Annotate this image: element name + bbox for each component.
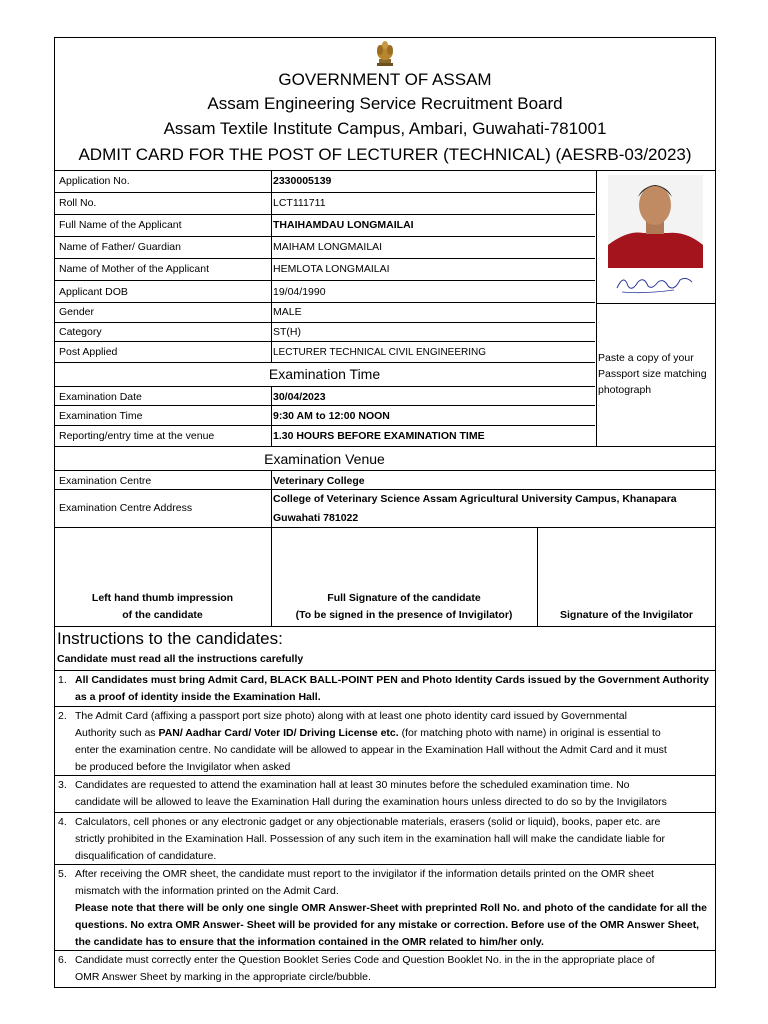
paste-photo-note: Paste a copy of your Passport size matching photograph (598, 352, 707, 396)
instruction-6-number: 6. (58, 954, 67, 966)
exam-venue-heading: Examination Venue (264, 451, 385, 467)
instruction-5 (75, 866, 715, 951)
value-mother-name: HEMLOTA LONGMAILAI (273, 263, 390, 275)
instruction-5-line1: After receiving the OMR sheet, the candidate must report to the invigilator if the information details printed on the OMR sheet (75, 868, 654, 880)
label-dob: Applicant DOB (59, 286, 128, 298)
header-address: Assam Textile Institute Campus, Ambari, Guwahati-781001 (163, 119, 607, 138)
label-reporting-time: Reporting/entry time at the venue (59, 430, 215, 442)
value-exam-date: 30/04/2023 (273, 391, 326, 403)
instruction-2-line2c: (for matching photo with name) in original is essential to (398, 727, 661, 739)
value-exam-centre: Veterinary College (273, 475, 365, 487)
header-board: Assam Engineering Service Recruitment Board (207, 94, 563, 113)
instructions-title: Instructions to the candidates: (57, 629, 283, 648)
label-exam-centre: Examination Centre (59, 475, 152, 487)
label-mother-name: Name of Mother of the Applicant (59, 263, 209, 275)
value-gender: MALE (273, 306, 302, 318)
instruction-1-line2: as a proof of identity inside the Examination Hall. (75, 691, 321, 703)
instruction-2-line2a: Authority such as (75, 727, 159, 739)
instruction-4-line3: disqualification of candidature. (75, 850, 217, 862)
instruction-2 (75, 708, 715, 776)
invigilator-signature-label: Signature of the Invigilator (559, 609, 693, 621)
header-admit-card-title: ADMIT CARD FOR THE POST OF LECTURER (TECHNICAL) (AESRB-03/2023) (78, 145, 692, 164)
instruction-6-line2: OMR Answer Sheet by marking in the appropriate circle/bubble. (75, 971, 371, 983)
value-dob: 19/04/1990 (273, 286, 326, 298)
value-father-name: MAIHAM LONGMAILAI (273, 241, 383, 253)
label-category: Category (59, 326, 102, 338)
exam-time-heading: Examination Time (268, 366, 381, 382)
label-exam-date: Examination Date (59, 391, 142, 403)
value-reporting-time: 1.30 HOURS BEFORE EXAMINATION TIME (273, 430, 485, 442)
header-government: GOVERNMENT OF ASSAM (278, 70, 492, 89)
instruction-3 (75, 777, 715, 811)
instruction-3-line2: candidate will be allowed to leave the Examination Hall during the examination hours unless directed to do so by the Invigilators (75, 796, 667, 808)
applicant-photo (608, 175, 703, 268)
instruction-4-line2: strictly prohibited in the Examination Hall. Possession of any such item in the examination hall will make the candidate liable for (75, 833, 666, 845)
label-father-name: Name of Father/ Guardian (59, 241, 181, 253)
instruction-4-number: 4. (58, 816, 67, 828)
instruction-2-line4: be produced before the Invigilator when asked (75, 761, 291, 773)
label-gender: Gender (59, 306, 95, 318)
instruction-6-line1: Candidate must correctly enter the Question Booklet Series Code and Question Booklet No. in the in the appropriate place of (75, 954, 655, 966)
label-post-applied: Post Applied (59, 346, 118, 358)
label-application-no: Application No. (59, 175, 130, 187)
value-address-line2: Guwahati 781022 (273, 512, 359, 524)
value-category: ST(H) (273, 326, 301, 338)
instruction-4 (75, 814, 715, 865)
thumb-impression-label (54, 590, 271, 624)
value-post-applied: LECTURER TECHNICAL CIVIL ENGINEERING (273, 347, 487, 358)
instruction-4-line1: Calculators, cell phones or any electronic gadget or any objectionable materials, erasers (solid or liquid), books, paper etc. are (75, 816, 661, 828)
instruction-1-line1: All Candidates must bring Admit Card, BLACK BALL-POINT PEN and Photo Identity Cards issued by the Government Authority (75, 674, 709, 686)
applicant-signature-image (614, 268, 696, 298)
label-full-name: Full Name of the Applicant (59, 219, 182, 231)
instruction-2-line2b: PAN/ Aadhar Card/ Voter ID/ Driving License etc. (158, 727, 399, 739)
instruction-5-line3: Please note that there will be only one single OMR Answer-Sheet with preprinted Roll No. and photo of the candidate for all the (75, 902, 708, 914)
instruction-2-number: 2. (58, 710, 67, 722)
label-roll-no: Roll No. (59, 197, 97, 209)
label-exam-time: Examination Time (59, 410, 143, 422)
value-address-line1: College of Veterinary Science Assam Agricultural University Campus, Khanapara (273, 493, 677, 505)
instruction-5-line2: mismatch with the information printed on the Admit Card. (75, 885, 339, 897)
candidate-sig-line1: Full Signature of the candidate (327, 592, 481, 604)
instruction-5-number: 5. (58, 868, 67, 880)
instruction-5-line5: the candidate has to ensure that the information contained in the OMR related to him/her only. (75, 936, 544, 948)
instructions-subtitle: Candidate must read all the instructions carefully (57, 653, 304, 665)
instruction-1-number: 1. (58, 674, 67, 686)
candidate-signature-label (271, 590, 537, 624)
thumb-line2: of the candidate (122, 609, 203, 621)
instruction-6 (75, 952, 715, 986)
thumb-line1: Left hand thumb impression (91, 592, 234, 604)
candidate-sig-line2: (To be signed in the presence of Invigilator) (295, 609, 513, 621)
instruction-1 (75, 672, 715, 706)
instruction-2-line1: The Admit Card (affixing a passport port size photo) along with at least one photo identity card issued by Governmental (75, 710, 627, 722)
state-emblem-icon (371, 39, 399, 69)
instruction-5-line4: questions. No extra OMR Answer- Sheet will be provided for any mistake or correction. Before use of the OMR Answer Sheet, (75, 919, 700, 931)
value-application-no: 2330005139 (273, 175, 332, 187)
label-exam-centre-address: Examination Centre Address (59, 502, 193, 514)
instruction-3-number: 3. (58, 779, 67, 791)
value-roll-no: LCT111711 (273, 197, 326, 209)
instruction-2-line2 (75, 725, 715, 742)
instruction-2-line3: enter the examination centre. No candidate will be allowed to appear in the Examination Hall without the Admit Card and it must (75, 744, 667, 756)
instruction-3-line1: Candidates are requested to attend the examination hall at least 30 minutes before the scheduled examination time. No (75, 779, 630, 791)
value-full-name: THAIHAMDAU LONGMAILAI (273, 219, 414, 231)
value-exam-time: 9:30 AM to 12:00 NOON (273, 410, 390, 422)
